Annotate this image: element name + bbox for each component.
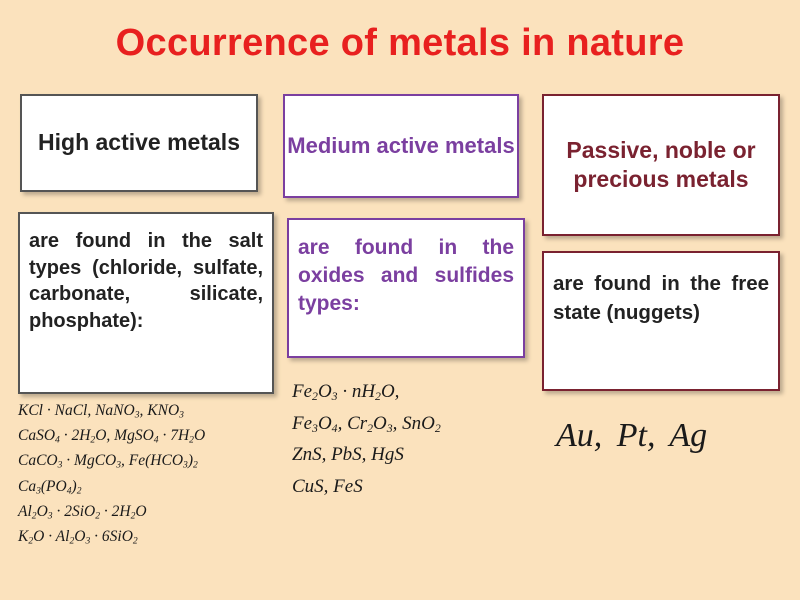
formula-line: $K_2O \cdot Al_2O_3 \cdot 6SiO_2$ xyxy=(18,528,138,547)
formula-line: Au, Pt, Ag xyxy=(556,417,708,454)
high-active-formula-list xyxy=(18,398,205,549)
medium-active-description: are found in the oxides and sulfides types: xyxy=(298,236,514,315)
formula-line: ZnS, PbS, HgS xyxy=(292,444,404,465)
passive-description-box xyxy=(542,251,780,391)
high-active-description: are found in the salt types (chloride, sulfate, carbonate, silicate, phosphate): xyxy=(29,230,263,332)
passive-formula-list xyxy=(556,416,707,456)
passive-header: Passive, noble or precious metals xyxy=(566,136,756,192)
high-active-description-box xyxy=(18,212,274,394)
medium-active-header-box xyxy=(283,94,519,198)
formula-line: CaCO$_3$ · MgCO$_3$, $Fe(HCO_3)_2$ xyxy=(18,452,198,471)
high-active-header: High active metals xyxy=(38,129,240,156)
medium-active-header: Medium active metals xyxy=(287,132,515,158)
formula-line: $Al_2O_3 \cdot 2SiO_2 \cdot 2H_2O$ xyxy=(18,502,147,522)
formula-line: $Fe_2O_3 \cdot nH_2O$, xyxy=(292,381,400,403)
formula-line: $Ca_3(PO_4)_2$ xyxy=(18,477,82,496)
high-active-header-box xyxy=(20,94,258,192)
formula-line: CuS, FeS xyxy=(292,475,363,497)
medium-active-formula-list xyxy=(292,376,441,502)
formula-line: KCl · NaCl, NaNO$_3$, $KNO_3$ xyxy=(18,402,184,421)
formula-line: CaSO$_4$ · $2H_2O$, MgSO$_4$ · $7H_2O$ xyxy=(18,427,206,446)
passive-header-box xyxy=(542,94,780,236)
medium-active-description-box xyxy=(287,218,525,358)
formula-line: $Fe_3O_4$, $Cr_2O_3$, SnO$_2$ xyxy=(292,412,441,435)
page-title: Occurrence of metals in nature xyxy=(115,22,685,64)
passive-description: are found in the free state (nuggets) xyxy=(553,272,769,324)
